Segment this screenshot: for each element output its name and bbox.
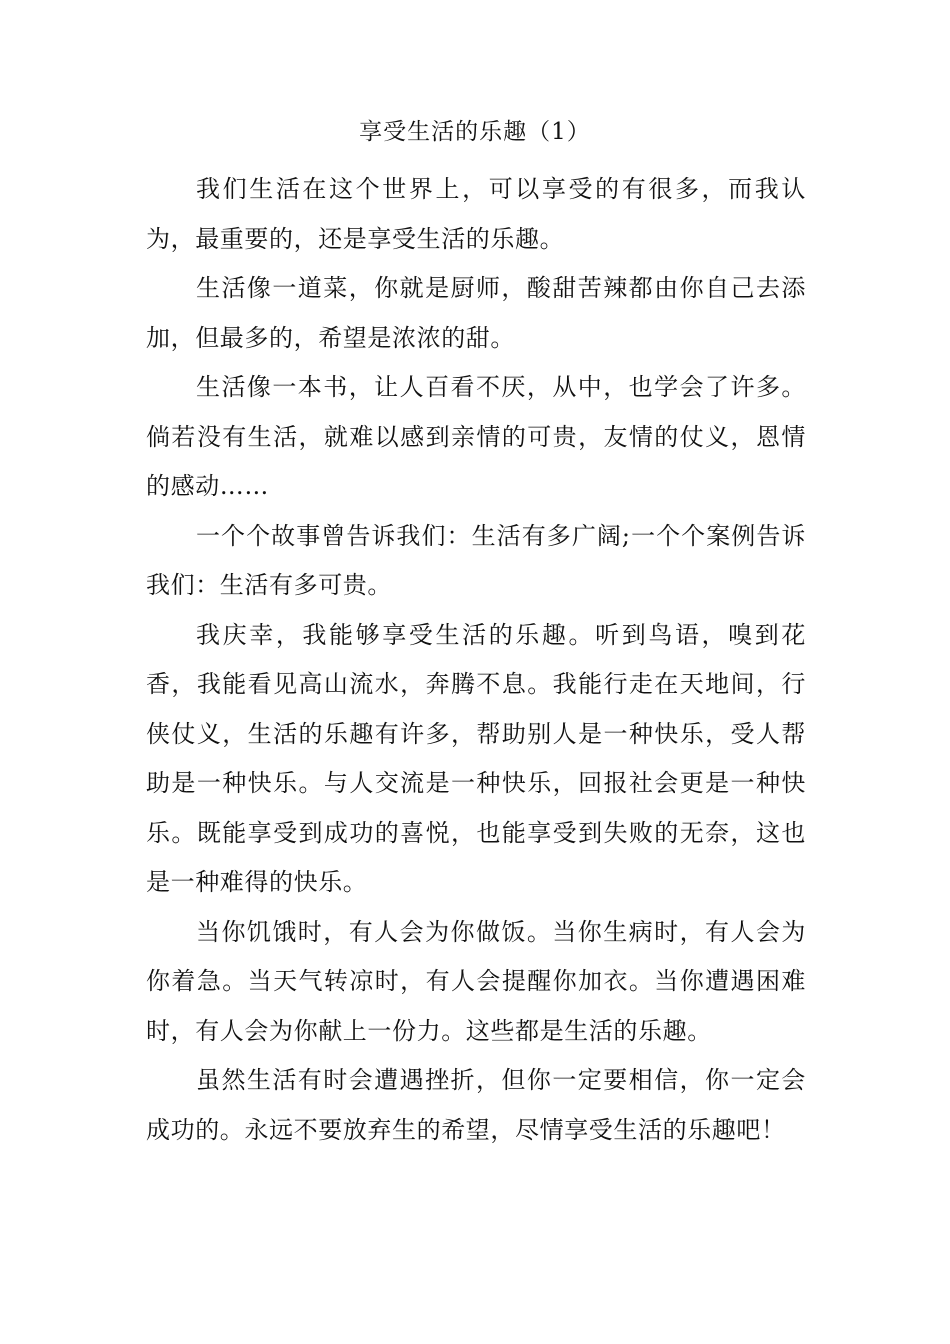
paragraph-6: 当你饥饿时，有人会为你做饭。当你生病时，有人会为你着急。当天气转凉时，有人会提醒你加衣。当你遭遇困难时，有人会为你献上一份力。这些都是生活的乐趣。 — [146, 917, 806, 1045]
document-body — [146, 165, 806, 1155]
document-title: 享受生活的乐趣（1） — [359, 119, 591, 145]
paragraph-7: 虽然生活有时会遭遇挫折，但你一定要相信，你一定会成功的。永远不要放弃生的希望，尽情享受生活的乐趣吧！ — [146, 1066, 806, 1144]
paragraph-4: 一个个故事曾告诉我们：生活有多广阔;一个个案例告诉我们：生活有多可贵。 — [146, 521, 806, 599]
paragraph-5: 我庆幸，我能够享受生活的乐趣。听到鸟语，嗅到花香，我能看见高山流水，奔腾不息。我能行走在天地间，行侠仗义，生活的乐趣有许多，帮助别人是一种快乐，受人帮助是一种快乐。与人交流是一种快乐，回报社会更是一种快乐。既能享受到成功的喜悦，也能享受到失败的无奈，这也是一种难得的快乐。 — [146, 620, 806, 896]
paragraph-3: 生活像一本书，让人百看不厌，从中，也学会了许多。倘若没有生活，就难以感到亲情的可贵，友情的仗义，恩情的感动…… — [146, 373, 806, 500]
paragraph-1: 我们生活在这个世界上，可以享受的有很多，而我认为，最重要的，还是享受生活的乐趣。 — [146, 175, 806, 253]
paragraph-2: 生活像一道菜，你就是厨师，酸甜苦辣都由你自己去添加，但最多的，希望是浓浓的甜。 — [146, 274, 806, 352]
